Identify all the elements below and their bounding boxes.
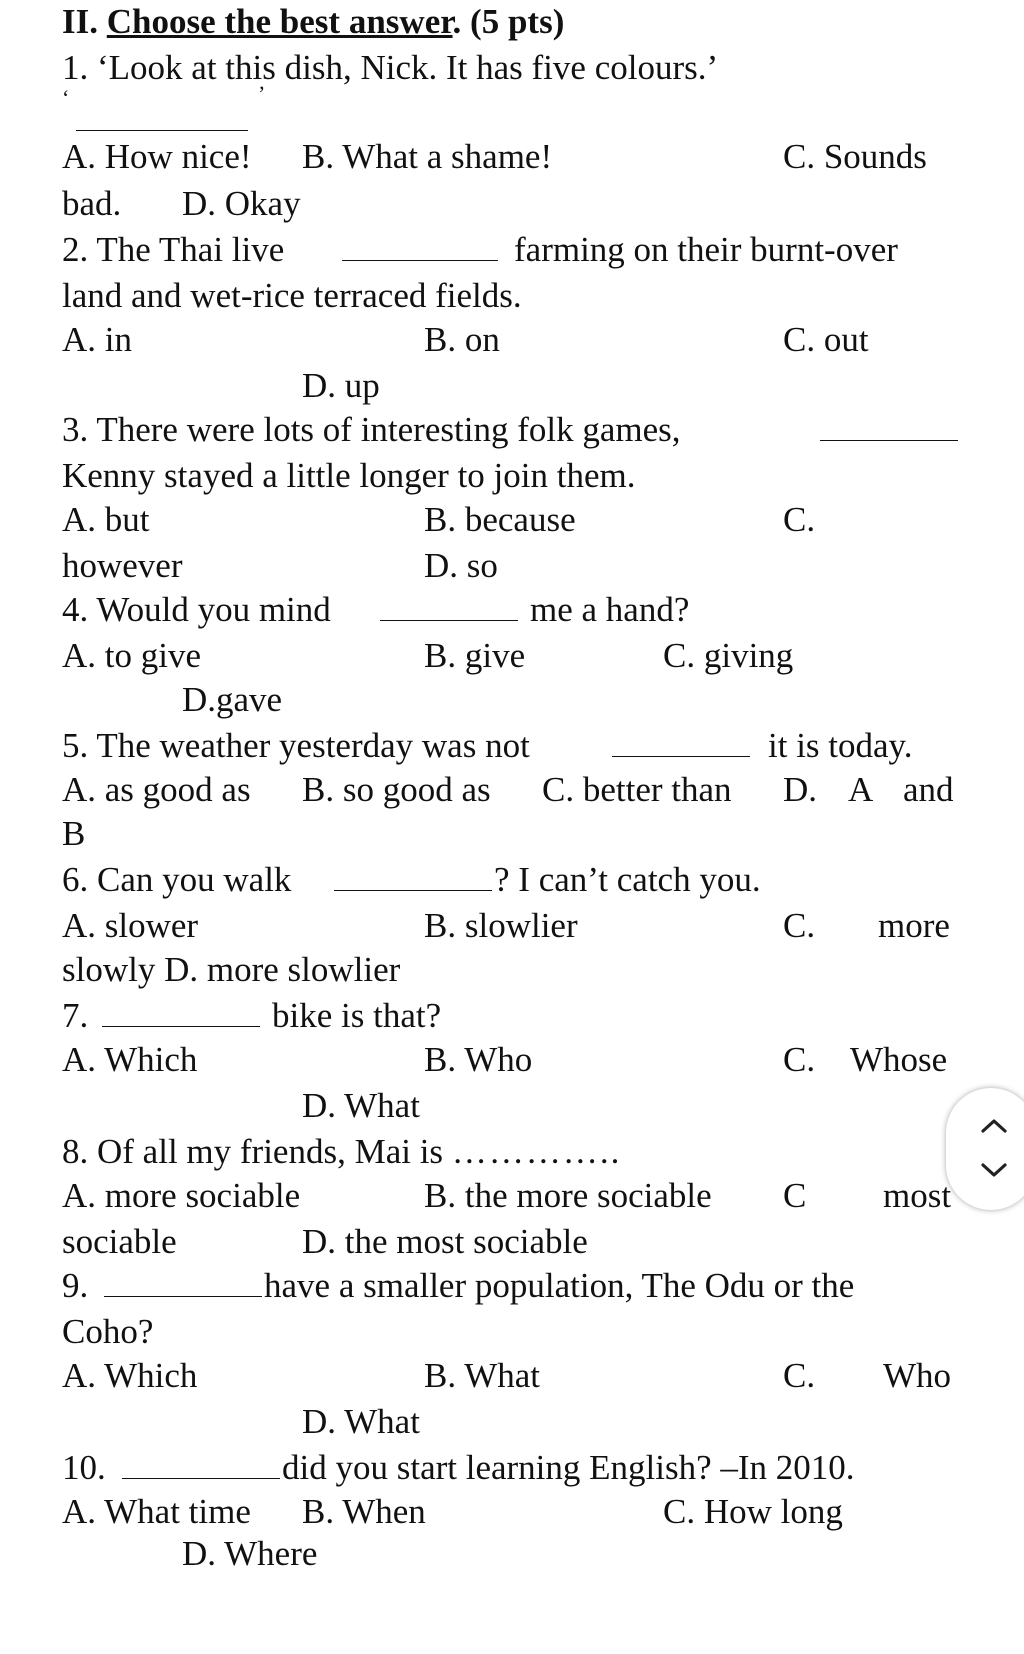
q5-option-c: C. better than	[542, 770, 732, 809]
q2-prompt-post: farming on their burnt-over	[514, 230, 898, 269]
q6-blank	[334, 858, 494, 902]
q1-option-d: D. Okay	[182, 184, 301, 223]
q8-option-c-label: C	[783, 1176, 807, 1215]
q2-option-d: D. up	[302, 366, 380, 405]
q1-prompt: 1. ‘Look at this dish, Nick. It has five colours.’	[62, 48, 719, 87]
q3-option-c: C.	[783, 500, 816, 539]
q3-option-a: A. but	[62, 500, 150, 539]
section-number: II.	[62, 2, 98, 41]
q2-option-c: C. out	[783, 320, 869, 359]
q5-option-d-cont: B	[62, 814, 86, 853]
q9-option-c-label: C.	[783, 1356, 816, 1395]
q5-option-d-and: and	[903, 770, 954, 809]
q6-option-c-cont: slowly D. more slowlier	[62, 950, 401, 989]
q1-close-quote: ’	[258, 81, 266, 106]
q1-open-quote: ‘	[62, 85, 70, 110]
q2-option-b: B. on	[424, 320, 500, 359]
q1-answer-blank	[76, 130, 248, 131]
q7-option-c-word: Whose	[850, 1040, 948, 1079]
q3-option-b: B. because	[424, 500, 576, 539]
q10-option-c: C. How long	[663, 1492, 843, 1531]
q1-option-b: B. What a shame!	[302, 137, 553, 176]
q5-option-d-a: A	[848, 770, 874, 809]
q5-option-a: A. as good as	[62, 770, 251, 809]
q2-prompt-pre: 2. The Thai live	[62, 230, 285, 269]
q6-option-c-word: more	[878, 906, 950, 945]
q5-blank	[612, 724, 752, 768]
q6-option-a: A. slower	[62, 906, 199, 945]
q4-option-a: A. to give	[62, 636, 202, 675]
chevron-down-icon	[979, 1160, 1009, 1180]
page-scroller	[946, 1088, 1024, 1210]
q10-option-a: A. What time	[62, 1492, 251, 1531]
q9-num: 9.	[62, 1266, 89, 1305]
q7-option-b: B. Who	[424, 1040, 533, 1079]
q3-prompt-line2: Kenny stayed a little longer to join them.	[62, 456, 636, 495]
q6-option-b: B. slowlier	[424, 906, 578, 945]
q4-blank	[380, 588, 520, 632]
q10-option-d: D. Where	[182, 1534, 318, 1573]
q8-dots: …………..	[451, 1132, 622, 1171]
q4-prompt-post: me a hand?	[530, 590, 690, 629]
q10-option-b: B. When	[302, 1492, 426, 1531]
q7-prompt-post: bike is that?	[272, 996, 442, 1035]
q2-prompt-line	[62, 228, 284, 272]
section-points: . (5 pts)	[452, 2, 565, 41]
scroll-up-button[interactable]	[978, 1110, 1010, 1142]
q7-option-a: A. Which	[62, 1040, 198, 1079]
q8-option-c-word: most	[883, 1176, 952, 1215]
section-title: Choose the best answer	[106, 2, 453, 41]
q5-option-d-label: D.	[783, 770, 818, 809]
q6-prompt-post: ? I can’t catch you.	[494, 860, 761, 899]
q3-blank	[820, 408, 960, 452]
scroll-down-button[interactable]	[978, 1154, 1010, 1186]
chevron-up-icon	[979, 1116, 1009, 1136]
q10-blank	[122, 1446, 282, 1490]
q4-option-c: C. giving	[663, 636, 794, 675]
q8-prompt: 8. Of all my friends, Mai is	[62, 1132, 444, 1171]
q9-option-a: A. Which	[62, 1356, 198, 1395]
q6-prompt-pre: 6. Can you walk	[62, 860, 292, 899]
q3-option-c-cont: however	[62, 546, 183, 585]
q1-option-a: A. How nice!	[62, 137, 252, 176]
q3-prompt-line1: 3. There were lots of interesting folk games,	[62, 410, 681, 449]
q9-option-c-word: Who	[883, 1356, 952, 1395]
q9-option-b: B. What	[424, 1356, 541, 1395]
q7-option-c-label: C.	[783, 1040, 816, 1079]
q8-option-c-cont: sociable	[62, 1222, 177, 1261]
q7-option-d: D. What	[302, 1086, 420, 1125]
q4-prompt-pre: 4. Would you mind	[62, 590, 331, 629]
q2-option-a: A. in	[62, 320, 132, 359]
q2-blank	[342, 228, 500, 272]
q6-option-c-label: C.	[783, 906, 816, 945]
q9-blank	[104, 1264, 264, 1308]
q3-option-d: D. so	[424, 546, 498, 585]
q1-option-c-cont: bad.	[62, 184, 122, 223]
q4-option-d: D.gave	[182, 680, 283, 719]
q9-option-d: D. What	[302, 1402, 420, 1441]
q5-prompt-pre: 5. The weather yesterday was not	[62, 726, 530, 765]
q8-option-a: A. more sociable	[62, 1176, 301, 1215]
q9-prompt-post: have a smaller population, The Odu or the	[264, 1266, 855, 1305]
q10-prompt-post: did you start learning English? –In 2010.	[282, 1448, 855, 1487]
q8-prompt-line	[62, 1130, 621, 1174]
q2-prompt-line2: land and wet-rice terraced fields.	[62, 276, 522, 315]
section-heading	[62, 0, 564, 44]
q5-option-b: B. so good as	[302, 770, 491, 809]
q9-prompt-line2: Coho?	[62, 1312, 154, 1351]
q10-num: 10.	[62, 1448, 106, 1487]
q4-option-b: B. give	[424, 636, 526, 675]
q7-blank	[102, 994, 262, 1038]
q8-option-d: D. the most sociable	[302, 1222, 588, 1261]
q1-option-c: C. Sounds	[783, 137, 927, 176]
q7-num: 7.	[62, 996, 89, 1035]
q8-option-b: B. the more sociable	[424, 1176, 712, 1215]
q5-prompt-post: it is today.	[768, 726, 913, 765]
